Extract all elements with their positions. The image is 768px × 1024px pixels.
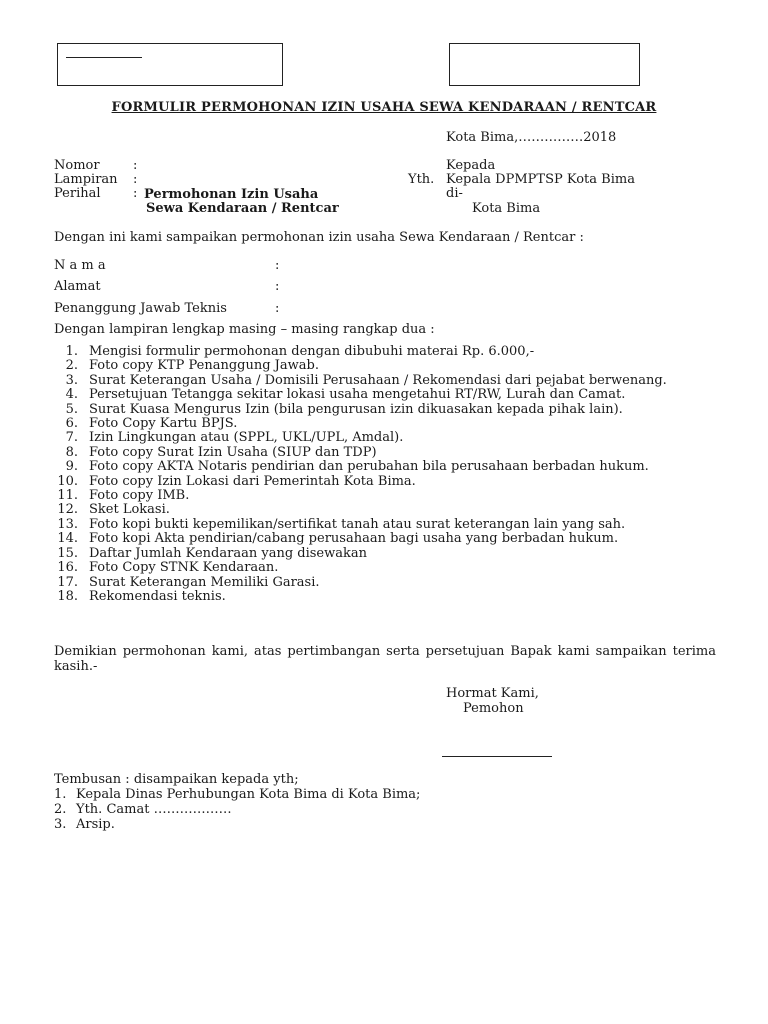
form-title: FORMULIR PERMOHONAN IZIN USAHA SEWA KENDARAAN / RENTCAR: [111, 100, 657, 115]
list-item-number: 9.: [65, 459, 78, 475]
list-item-text: Persetujuan Tetangga sekitar lokasi usaha mengetahui RT/RW, Lurah dan Camat.: [89, 387, 626, 403]
list-item-number: 8.: [65, 444, 78, 460]
cc-item-3-number: 3.: [54, 817, 67, 832]
list-item: [56, 518, 716, 532]
list-item: [56, 475, 716, 489]
list-item: [56, 359, 716, 373]
recipient-yth: Yth.: [408, 172, 435, 187]
recipient-city: Kota Bima: [472, 201, 541, 216]
cc-item-3-text: Arsip.: [76, 817, 115, 832]
list-item-number: 1.: [65, 344, 78, 359]
attachments-list: [56, 345, 716, 604]
list-item-text: Foto copy KTP Penanggung Jawab.: [89, 358, 319, 374]
list-item-number: 7.: [65, 430, 78, 446]
closing-paragraph: Demikian permohonan kami, atas pertimbangan serta persetujuan Bapak kami sampaikan terima kasih.-: [54, 644, 716, 674]
list-item-number: 6.: [65, 416, 78, 432]
list-item-text: Foto kopi Akta pendirian/cabang perusahaan bagi usaha yang berbadan hukum.: [89, 531, 619, 547]
list-item: [56, 417, 716, 431]
list-item-number: 15.: [57, 545, 78, 561]
list-item-text: Foto Copy STNK Kendaraan.: [89, 560, 279, 576]
header-left-box-line: [66, 57, 142, 58]
list-item-text: Foto copy Izin Lokasi dari Pemerintah Kota Bima.: [89, 473, 416, 489]
list-item: [56, 532, 716, 546]
list-item-text: Foto copy Surat Izin Usaha (SIUP dan TDP): [89, 444, 377, 460]
cc-item-2-text: Yth. Camat ………………: [76, 802, 232, 817]
list-item-number: 4.: [65, 387, 78, 403]
list-item-number: 16.: [57, 560, 78, 576]
cc-item-1-text: Kepala Dinas Perhubungan Kota Bima di Kota Bima;: [76, 787, 421, 802]
field-alamat-label: Alamat: [54, 279, 101, 294]
attachments-intro: Dengan lampiran lengkap masing – masing rangkap dua :: [54, 322, 435, 337]
header-right-box: [449, 43, 640, 86]
list-item-number: 17.: [57, 574, 78, 590]
list-item-text: Foto Copy Kartu BPJS.: [89, 416, 238, 432]
cc-heading: Tembusan : disampaikan kepada yth;: [54, 772, 299, 787]
place-date: Kota Bima,……………2018: [446, 130, 617, 145]
list-item: [56, 590, 716, 604]
signature-line: [442, 756, 552, 757]
list-item: [56, 561, 716, 575]
list-item-text: Foto kopi bukti kepemilikan/sertifikat tanah atau surat keterangan lain yang sah.: [89, 516, 626, 532]
list-item-text: Surat Keterangan Usaha / Domisili Perusahaan / Rekomendasi dari pejabat berwenang.: [89, 372, 667, 388]
perihal-line-2: Sewa Kendaraan / Rentcar: [146, 201, 339, 216]
list-item-number: 18.: [57, 588, 78, 604]
nomor-label: Nomor: [54, 158, 100, 173]
field-nama-colon: :: [275, 258, 280, 273]
list-item: [56, 460, 716, 474]
header-left-box: [57, 43, 283, 86]
recipient-di: di-: [446, 186, 463, 201]
list-item-number: 10.: [57, 473, 78, 489]
list-item-text: Sket Lokasi.: [89, 502, 170, 518]
lampiran-colon: :: [133, 172, 138, 187]
list-item-text: Rekomendasi teknis.: [89, 588, 226, 604]
intro-text: Dengan ini kami sampaikan permohonan izin usaha Sewa Kendaraan / Rentcar :: [54, 230, 584, 245]
list-item-text: Foto copy IMB.: [89, 488, 190, 504]
list-item: [56, 345, 716, 359]
field-alamat-colon: :: [275, 279, 280, 294]
list-item-text: Izin Lingkungan atau (SPPL, UKL/UPL, Amdal).: [89, 430, 404, 446]
perihal-line-1: Permohonan Izin Usaha: [144, 187, 319, 202]
list-item: [56, 547, 716, 561]
list-item: [56, 446, 716, 460]
list-item-number: 12.: [57, 502, 78, 518]
list-item-number: 3.: [65, 372, 78, 388]
list-item: [56, 388, 716, 402]
list-item-text: Daftar Jumlah Kendaraan yang disewakan: [89, 545, 367, 561]
cc-item-1-number: 1.: [54, 787, 67, 802]
list-item: [56, 489, 716, 503]
field-pj-teknis-colon: :: [275, 301, 280, 316]
nomor-colon: :: [133, 158, 138, 173]
list-item-text: Mengisi formulir permohonan dengan dibubuhi materai Rp. 6.000,-: [89, 344, 535, 359]
field-pj-teknis-label: Penanggung Jawab Teknis: [54, 301, 227, 316]
list-item: [56, 576, 716, 590]
list-item-text: Surat Keterangan Memiliki Garasi.: [89, 574, 320, 590]
perihal-label: Perihal: [54, 186, 101, 201]
recipient-kepada: Kepada: [446, 158, 496, 173]
field-nama-label: N a m a: [54, 258, 106, 273]
list-item: [56, 403, 716, 417]
signature-greeting: Hormat Kami,: [446, 686, 539, 701]
list-item-number: 5.: [65, 401, 78, 417]
signature-role: Pemohon: [463, 701, 524, 716]
list-item-text: Surat Kuasa Mengurus Izin (bila pengurusan izin dikuasakan kepada pihak lain).: [89, 401, 623, 417]
list-item-number: 2.: [65, 358, 78, 374]
list-item-text: Foto copy AKTA Notaris pendirian dan perubahan bila perusahaan berbadan hukum.: [89, 459, 649, 475]
perihal-colon: :: [133, 186, 138, 201]
cc-item-2-number: 2.: [54, 802, 67, 817]
list-item-number: 11.: [57, 488, 78, 504]
list-item: [56, 374, 716, 388]
list-item: [56, 431, 716, 445]
lampiran-label: Lampiran: [54, 172, 118, 187]
list-item: [56, 503, 716, 517]
list-item-number: 13.: [57, 516, 78, 532]
recipient-line-1: Kepala DPMPTSP Kota Bima: [446, 172, 635, 187]
list-item-number: 14.: [57, 531, 78, 547]
